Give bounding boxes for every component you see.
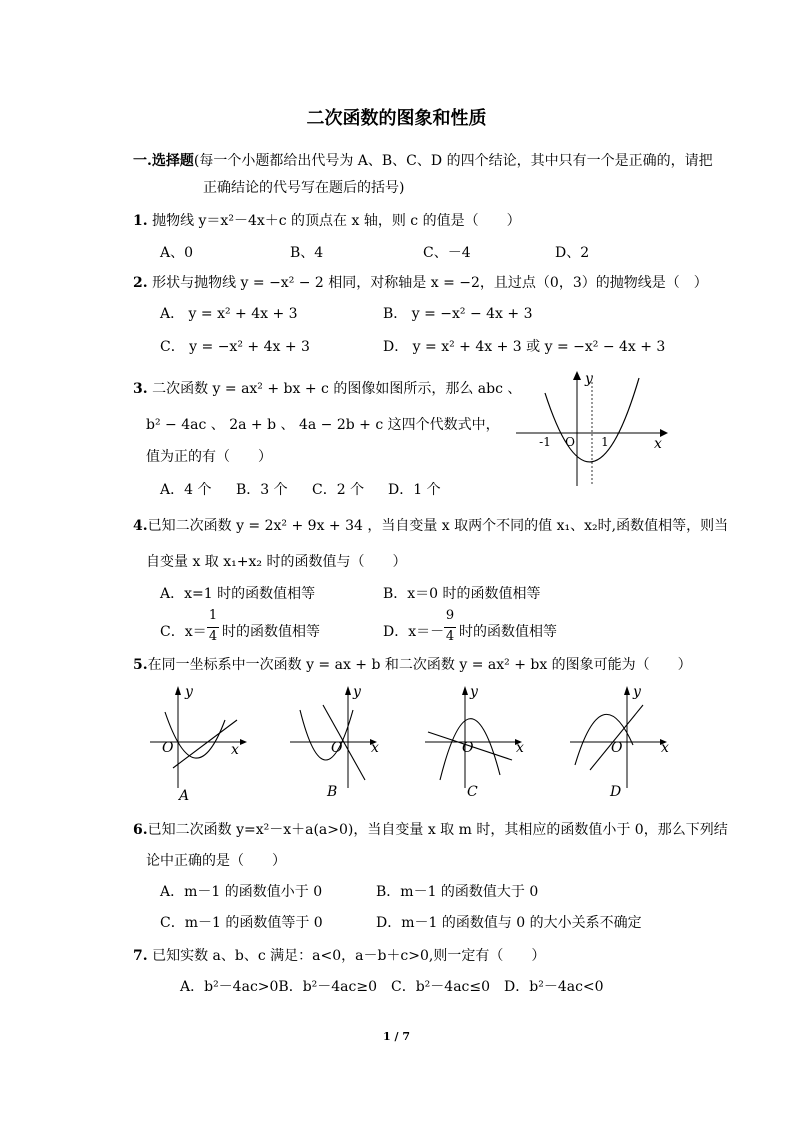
- option: D． y = x² + 4x + 3 或 y = −x² − 4x + 3: [383, 339, 666, 355]
- question-stem: 二次函数 y = ax² + bx + c 的图像如图所示，那么 abc 、: [152, 381, 522, 397]
- option-suffix: 时的函数值相等: [459, 624, 557, 640]
- option-prefix: D．x＝－: [383, 624, 445, 640]
- x-axis-label: x: [231, 742, 239, 758]
- question-stem-line2: b² − 4ac 、 2a + b 、 4a − 2b + c 这四个代数式中，: [146, 417, 500, 433]
- question-7: [133, 945, 545, 965]
- page-title: 二次函数的图象和性质: [306, 108, 487, 129]
- x-axis-label: x: [371, 740, 379, 756]
- option: A．4 个: [160, 482, 212, 498]
- origin-label: O: [331, 740, 343, 756]
- origin-label: O: [162, 740, 174, 756]
- option: A、0: [160, 245, 194, 261]
- y-axis-arrow-icon: [462, 686, 468, 695]
- option: B． y = −x² − 4x + 3: [383, 306, 533, 322]
- y-axis-label: y: [633, 684, 641, 700]
- question-3: [133, 378, 521, 398]
- question-number: 2.: [133, 275, 148, 291]
- question-stem: 在同一坐标系中一次函数 y = ax + b 和二次函数 y = ax² + bx 的图象可能为（ ）: [147, 657, 692, 673]
- option-suffix: 时的函数值相等: [222, 624, 320, 640]
- fraction-denominator: 4: [445, 629, 455, 644]
- question-number: 6.: [133, 822, 148, 838]
- graph-letter: A: [179, 788, 190, 804]
- graph-letter: B: [327, 784, 338, 800]
- question-5: [133, 654, 692, 674]
- fraction-denominator: 4: [208, 629, 218, 644]
- question-stem: 形状与抛物线 y = −x² − 2 相同，对称轴是 x = −2，且过点（0，3）的抛物线是（ ）: [152, 275, 708, 291]
- q5-graph-d: [565, 680, 680, 805]
- y-axis-arrow-icon: [573, 371, 581, 380]
- question-6: [133, 819, 728, 839]
- question-stem: 抛物线 y＝x²－4x＋c 的顶点在 x 轴，则 c 的值是（ ）: [152, 213, 521, 229]
- question-4: [133, 515, 728, 535]
- option: A．m－1 的函数值小于 0: [160, 884, 323, 900]
- question-stem-line2: 自变量 x 取 x₁+x₂ 时的函数值与（ ）: [146, 554, 407, 570]
- y-axis-label: y: [470, 684, 478, 700]
- line-graph: [590, 705, 643, 770]
- origin-label: O: [611, 740, 623, 756]
- q5-graph-c: [420, 680, 535, 805]
- option: B．3 个: [236, 482, 288, 498]
- tick-label: 1: [601, 435, 609, 449]
- q3-parabola-graph: [510, 368, 670, 490]
- option: B．m－1 的函数值大于 0: [376, 884, 539, 900]
- option: C． y = −x² + 4x + 3: [160, 339, 310, 355]
- y-axis-arrow-icon: [345, 686, 351, 695]
- x-axis-arrow-icon: [240, 739, 247, 745]
- option: C．m－1 的函数值等于 0: [160, 915, 323, 931]
- origin-label: O: [462, 740, 474, 756]
- option: D．m－1 的函数值与 0 的大小关系不确定: [376, 915, 642, 931]
- question-number: 1.: [133, 213, 148, 229]
- section-heading: [133, 150, 713, 170]
- question-number: 7.: [133, 948, 148, 964]
- option: C．2 个: [312, 482, 365, 498]
- fraction-bar: [207, 627, 219, 628]
- question-stem: 已知二次函数 y = 2x² + 9x + 34 ，当自变量 x 取两个不同的值 x₁、x₂时,函数值相等，则当: [147, 518, 729, 534]
- question-number: 5.: [133, 657, 148, 673]
- question-stem-line2: 论中正确的是（ ）: [146, 853, 286, 869]
- question-stem-line3: 值为正的有（ ）: [146, 449, 272, 465]
- page-number: 1 / 7: [383, 1030, 410, 1043]
- question-number: 3.: [133, 381, 148, 397]
- section-instruction: (每一个小题都给出代号为 A、B、C、D 的四个结论，其中只有一个是正确的，请把: [193, 153, 713, 169]
- section-instruction-line2: 正确结论的代号写在题后的括号): [203, 180, 405, 196]
- parabola-curve: [575, 714, 633, 765]
- fraction-numerator: 1: [208, 608, 218, 623]
- option: B、4: [290, 245, 324, 261]
- section-label: 一.选择题: [133, 153, 194, 169]
- question-stem: 已知二次函数 y=x²－x＋a(a>0)，当自变量 x 取 m 时，其相应的函数值小于 0，那么下列结: [147, 822, 728, 838]
- question-1: [133, 210, 521, 230]
- x-axis-label: x: [661, 740, 669, 756]
- q5-graph-b: [285, 680, 395, 805]
- parabola-curve: [300, 710, 353, 760]
- graph-letter: D: [610, 784, 622, 800]
- y-axis-label: y: [585, 371, 593, 387]
- y-axis-label: y: [185, 684, 193, 700]
- tick-label: -1: [539, 435, 551, 449]
- question-2: [133, 272, 708, 292]
- option: B．x＝0 时的函数值相等: [383, 586, 541, 602]
- option: C、－4: [423, 245, 471, 261]
- option: D．1 个: [388, 482, 441, 498]
- options-line: A．b²－4ac>0B．b²－4ac≥0 C．b²－4ac≤0 D．b²－4ac<0: [180, 979, 604, 995]
- y-axis-arrow-icon: [175, 686, 181, 695]
- question-number: 4.: [133, 518, 148, 534]
- line-graph: [173, 720, 237, 768]
- fraction-bar: [444, 627, 456, 628]
- option-prefix: C．x＝: [160, 624, 207, 640]
- x-axis-label: x: [516, 740, 524, 756]
- graph-letter: C: [467, 784, 478, 800]
- option: A．x=1 时的函数值相等: [160, 586, 316, 602]
- option: D、2: [555, 245, 590, 261]
- origin-label: O: [565, 435, 575, 449]
- y-axis-label: y: [353, 684, 361, 700]
- y-axis-arrow-icon: [624, 686, 630, 695]
- fraction-numerator: 9: [445, 608, 455, 623]
- x-axis-label: x: [654, 436, 662, 452]
- q5-graph-a: [145, 680, 255, 805]
- option: A． y = x² + 4x + 3: [160, 306, 298, 322]
- question-stem: 已知实数 a、b、c 满足：a<0，a－b＋c>0,则一定有（ ）: [152, 948, 546, 964]
